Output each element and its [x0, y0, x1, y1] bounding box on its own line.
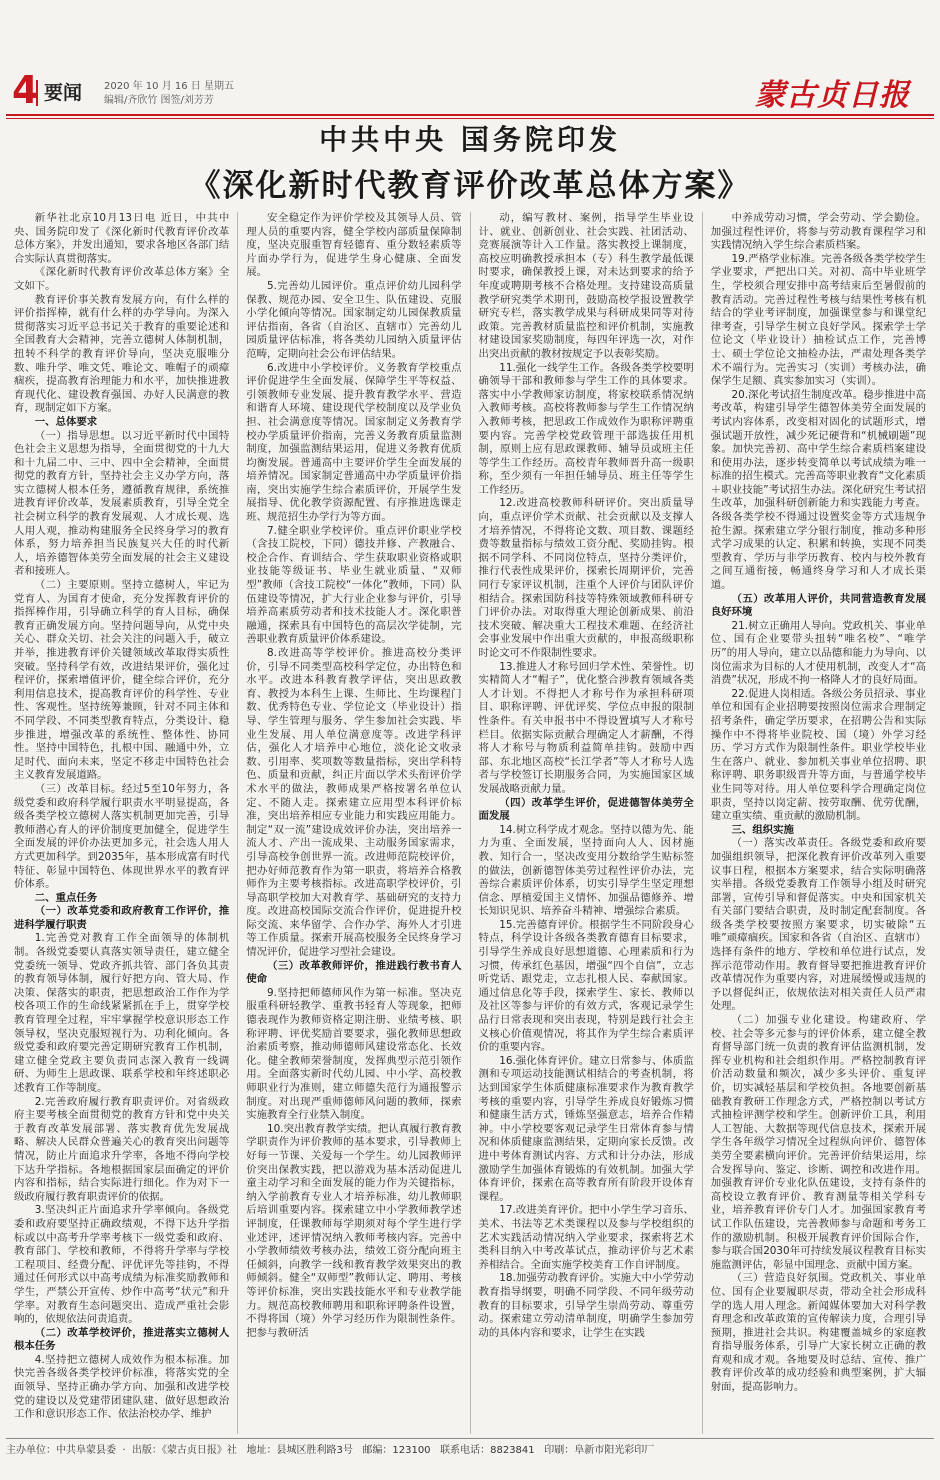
footer-printer: 印刷：阜新市阳光彩印厂	[544, 1445, 655, 1456]
section-heading: （二）改革学校评价，推进落实立德树人根本任务	[14, 1326, 230, 1353]
issue-date: 2020 年 10 月 16 日 星期五	[104, 81, 234, 92]
paragraph: 1.完善党对教育工作全面领导的体制机制。各级党委要认真落实领导责任，建立健全党委统一领导、党政齐抓共管、部门各负其责的教育领导体制，履行好把方向、管大局、作决策、保落实的职责，把思想政治工作作为学校各项工作的生命线紧紧抓在手上，贯穿学校教育管理全过程，牢牢掌握学校意识形态工作领导权，坚决克服短视行为、功利化倾向。各级党委和政府要完善定期研究教育工作机制，建立健全党政主要负责同志深入教育一线调研、为师生上思政课、联系学校和年终述职必述教育工作等制度。	[14, 932, 230, 1094]
paragraph: 12.改进高校教师科研评价。突出质量导向，重点评价学术贡献、社会贡献以及支撑人才培养情况，不得将论文数、项目数、课题经费等数量指标与绩效工资分配、奖励挂钩。根据不同学科、不同岗位特点，坚持分类评价，推行代表性成果评价，探索长周期评价，完善同行专家评议机制，注重个人评价与团队评价相结合。探索国防科技等特殊领域教师科研专门评价办法。对取得重大理论创新成果、前沿技术突破、解决重大工程技术难题、在经济社会事业发展中作出重大贡献的，申报高级职称时论文可不作限制性要求。	[478, 497, 694, 659]
paragraph: （三）改革目标。经过5至10年努力，各级党委和政府科学履行职责水平明显提高，各级各类学校立德树人落实机制更加完善，引导教师潜心育人的评价制度更加健全，促进学生全面发展的评价办法更加多元，社会选人用人方式更加科学。到2035年，基本形成富有时代特征、彰显中国特色、体现世界水平的教育评价体系。	[14, 782, 230, 891]
section-heading: （一）改革党委和政府教育工作评价，推进科学履行职责	[14, 905, 230, 931]
footer-rule	[6, 1438, 934, 1439]
section-heading: 三、组织实施	[731, 823, 794, 836]
section-heading: （五）改革用人评价，共同营造教育发展良好环境	[710, 592, 926, 619]
paragraph: 14.树立科学成才观念。坚持以德为先、能力为重、全面发展，坚持面向人人、因材施教、知行合一，坚决改变用分数给学生贴标签的做法，创新德智体美劳过程性评价办法，完善综合素质评价体系，切实引导学生坚定理想信念、厚植爱国主义情怀、加强品德修养、增长知识见识、培养奋斗精神、增强综合素质。	[478, 823, 694, 918]
section-heading: 一、总体要求	[34, 415, 98, 428]
paragraph: 10.突出教育教学实绩。把认真履行教育教学职责作为评价教师的基本要求，引导教师上好每一节课、关爱每一个学生。幼儿园教师评价突出保教实践，把以游戏为基本活动促进儿童主动学习和全面发展的能力作为关键指标，纳入学前教育专业人才培养标准，幼儿教师职后培训重要内容。探索建立中小学教师教学述评制度，任课教师每学期须对每个学生进行学业述评，述评情况纳入教师考核内容。完善中小学教师绩效考核办法，绩效工资分配向班主任倾斜，向教学一线和教育教学效果突出的教师倾斜。健全“双师型”教师认定、聘用、考核等评价标准，突出实践技能水平和专业教学能力。规范高校教师聘用和职称评聘条件设置，不得将国（境）外学习经历作为限制性条件。把参与教研活	[246, 1122, 462, 1339]
paragraph: 7.健全职业学校评价。重点评价职业学校（含技工院校，下同）德技并修、产教融合、校企合作、育训结合、学生获取职业资格或职业技能等级证书、毕业生就业质量、“双师型”教师（含技工院校“一体化”教师，下同）队伍建设等情况，扩大行业企业参与评价，引导培养高素质劳动者和技术技能人才。深化职普融通，探索具有中国特色的高层次学徒制，完善职业教育质量评价体系建设。	[246, 524, 462, 646]
paragraph: 18.加强劳动教育评价。实施大中小学劳动教育指导纲要，明确不同学段、不同年级劳动教育的目标要求，引导学生崇尚劳动、尊重劳动。探索建立劳动清单制度，明确学生参加劳动的具体内容和要求，让学生在实践	[478, 1272, 694, 1339]
paragraph: 8.改进高等学校评价。推进高校分类评价，引导不同类型高校科学定位，办出特色和水平。改进本科教育教学评估，突出思政教育、教授为本科生上课、生师比、生均课程门数、优秀特色专业、学位论文（毕业设计）指导、学生管理与服务、学生参加社会实践、毕业生发展、用人单位满意度等。改进学科评估，强化人才培养中心地位，淡化论文收录数、引用率、奖项数等数量指标，突出学科特色、质量和贡献，纠正片面以学术头衔评价学术水平的做法，教师成果严格按署名单位认定、不随人走。探索建立应用型本科评价标准，突出培养相应专业能力和实践应用能力。制定“双一流”建设成效评价办法，突出培养一流人才、产出一流成果、主动服务国家需求，引导高校争创世界一流。改进师范院校评价，把办好师范教育作为第一职责，将培养合格教师作为主要考核指标。改进高职学校评价，引导高职学校加大对教育学、基础研究的支持力度。改进高校国际交流合作评价，促进提升校际交流、来华留学、合作办学、海外人才引进等工作质量。探索开展高校服务全民终身学习情况评价，促进学习型社会建设。	[246, 647, 462, 959]
paragraph: 21.树立正确用人导向。党政机关、事业单位、国有企业要带头扭转“唯名校”、“唯学历”的用人导向，建立以品德和能力为导向、以岗位需求为目标的人才使用机制，改变人才“高消费”状况，形成不拘一格降人才的良好局面。	[710, 619, 926, 687]
paragraph: （二）主要原则。坚持立德树人，牢记为党育人、为国育才使命，充分发挥教育评价的指挥棒作用，引导确立科学的育人目标，确保教育正确发展方向。坚持问题导向，从党中央关心、群众关切、社会关注的问题入手，破立并举，推进教育评价关键领域改革取得实质性突破。坚持科学有效，改进结果评价，强化过程评价，探索增值评价，健全综合评价，充分利用信息技术，提高教育评价的科学性、专业性、客观性。坚持统筹兼顾，针对不同主体和不同学段、不同类型教育特点，分类设计、稳步推进，增强改革的系统性、整体性、协同性。坚持中国特色，扎根中国、融通中外，立足时代、面向未来，坚定不移走中国特色社会主义教育发展道路。	[14, 579, 230, 782]
masthead	[0, 0, 940, 113]
paragraph: 22.促进人岗相适。各级公务员招录、事业单位和国有企业招聘要按照岗位需求合理制定招考条件，确定学历要求，在招聘公告和实际操作中不得将毕业院校、国（境）外学习经历、学习方式作为限制性条件。职业学校毕业生在落户、就业、参加机关事业单位招聘、职称评聘、职务职级晋升等方面，与普通学校毕业生同等对待。用人单位要科学合理确定岗位职责，坚持以岗定薪、按劳取酬、优劳优酬，建立重实绩、重贡献的激励机制。	[710, 687, 926, 823]
paragraph: 安全稳定作为评价学校及其领导人员、管理人员的重要内容，健全学校内部质量保障制度，坚决克服重智育轻德育、重分数轻素质等片面办学行为，促进学生身心健康、全面发展。	[246, 212, 462, 279]
footer-publisher: 出版：《蒙古贞日报》社	[131, 1445, 237, 1456]
footer-phone: 联系电话：8823841	[440, 1445, 535, 1456]
paragraph: 13.推进人才称号回归学术性、荣誉性。切实精简人才“帽子”，优化整合涉教育领域各类人才计划。不得把人才称号作为承担科研项目、职称评聘、评优评奖、学位点申报的限制性条件。有关申报书中不得设置填写人才称号栏目。依据实际贡献合理确定人才薪酬，不得将人才称号与物质利益简单挂钩。鼓励中西部、东北地区高校“长江学者”等人才称号人选者与学校签订长期服务合同，为实施国家区域发展战略贡献力量。	[478, 660, 694, 795]
paragraph: 4.坚持把立德树人成效作为根本标准。加快完善各级各类学校评价标准，将落实党的全面领导、坚持正确办学方向、加强和改进学校党的建设以及党建带团建队建、做好思想政治工作和意识形态工作、依法治校办学、维护	[14, 1353, 230, 1421]
paragraph: 中养成劳动习惯，学会劳动、学会勤俭。加强过程性评价，将参与劳动教育课程学习和实践情况纳入学生综合素质档案。	[710, 212, 926, 252]
article-body	[6, 212, 934, 1434]
paragraph: 16.强化体育评价。建立日常参与、体质监测和专项运动技能测试相结合的考查机制，将达到国家学生体质健康标准要求作为教育教学考核的重要内容，引导学生养成良好锻炼习惯和健康生活方式，锤炼坚强意志，培养合作精神。中小学校要客观记录学生日常体育参与情况和体质健康监测结果，定期向家长反馈。改进中考体育测试内容、方式和计分办法，形成激励学生加强体育锻炼的有效机制。加强大学体育评价，探索在高等教育所有阶段开设体育课程。	[478, 1054, 694, 1203]
footer-address: 地址：县城区胜利路3号	[246, 1445, 353, 1456]
article-column	[238, 212, 470, 1434]
paragraph: （一）指导思想。以习近平新时代中国特色社会主义思想为指导，全面贯彻党的十九大和十九届二中、三中、四中全会精神，全面贯彻党的教育方针，坚持社会主义办学方向，落实立德树人根本任务，遵循教育规律，系统推进教育评价改革，发展素质教育，引导全党全社会树立科学的教育发展观、人才成长观、选人用人观，推动构建服务全民终身学习的教育体系，努力培养担当民族复兴大任的时代新人，培养德智体美劳全面发展的社会主义建设者和接班人。	[14, 429, 230, 578]
article-column	[703, 212, 934, 1434]
paragraph: （三）营造良好氛围。党政机关、事业单位、国有企业要履职尽责，带动全社会形成科学的选人用人理念。新闻媒体要加大对科学教育理念和改革政策的宣传解读力度，合理引导预期，推进社会共识。构建覆盖城乡的家庭教育指导服务体系，引导广大家长树立正确的教育观和成才观。各地要及时总结、宣传、推广教育评价改革的成功经验和典型案例，扩大辐射面，提高影响力。	[710, 1272, 926, 1394]
article-column	[471, 212, 703, 1434]
header-rule-thin	[6, 118, 934, 119]
paragraph: 2.完善政府履行教育职责评价。对省级政府主要考核全面贯彻党的教育方针和党中央关于教育改革发展部署、落实教育优先发展战略、解决人民群众普遍关心的教育突出问题等情况，防止片面追求升学率，各地不得向学校下达升学指标。各地根据国家层面确定的评价内容和指标，结合实际进行细化。作为对下一级政府履行教育职责评价的依据。	[14, 1095, 230, 1203]
paragraph: 19.严格学业标准。完善各级各类学校学生学业要求，严把出口关。对初、高中毕业班学生，学校须合理安排中高考结束后至暑假前的教育活动。完善过程性考核与结果性考核有机结合的学业考评制度，加强课堂参与和课堂纪律考查，引导学生树立良好学风。探索学士学位论文（毕业设计）抽检试点工作，完善博士、硕士学位论文抽检办法，严肃处理各类学术不端行为。完善实习（实训）考核办法，确保学生足额、真实参加实习（实训）。	[710, 252, 926, 388]
paragraph: （一）落实改革责任。各级党委和政府要加强组织领导，把深化教育评价改革列入重要议事日程，根据本方案要求，结合实际明确落实举措。各级党委教育工作领导小组及时研究部署，宣传引导和督促落实。中央和国家机关有关部门要结合职责，及时制定配套制度。各级各类学校要按照方案要求，切实破除“五唯”顽瘴痼疾。国家和各省（自治区、直辖市）选择有条件的地方、学校和单位进行试点，发挥示范带动作用。教育督导要把推进教育评价改革情况作为重要内容，对进展缓慢或违规的予以督促纠正，依规依法对相关责任人员严肃处理。	[710, 837, 926, 1013]
footer-sponsor: 主办单位：中共阜蒙县委	[6, 1445, 116, 1456]
paragraph: 动，编写教材、案例，指导学生毕业设计、就业、创新创业、社会实践、社团活动、竞赛展演等计入工作量。落实教授上课制度，高校应明确教授承担本（专）科生教学最低课时要求，确保教授上课，对未达到要求的给予年度或聘期考核不合格处理。支持建设高质量教学研究类学术期刊，鼓励高校学报设置教学研究专栏，落实教学成果与科研成果同等对待政策。完善教材质量监控和评价机制，实施教材建设国家奖励制度，每四年评选一次，对作出突出贡献的教材按规定予以表彰奖励。	[478, 212, 694, 360]
article-column	[6, 212, 238, 1434]
paragraph: 15.完善德育评价。根据学生不同阶段身心特点，科学设计各级各类教育德育目标要求，引导学生养成良好思想道德、心理素质和行为习惯，传承红色基因，增强“四个自信”，立志听党话、跟党走，立志扎根人民、奉献国家。通过信息化等手段，探索学生、家长、教师以及社区等参与评价的有效方式，客观记录学生品行日常表现和突出表现，特别是践行社会主义核心价值观情况，将其作为学生综合素质评价的重要内容。	[478, 918, 694, 1054]
newspaper-logo: 蒙古贞日报	[755, 78, 910, 113]
paragraph: 20.深化考试招生制度改革。稳步推进中高考改革，构建引导学生德智体美劳全面发展的考试内容体系，改变相对固化的试题形式，增强试题开放性，减少死记硬背和“机械刷题”现象。加快完善初、高中学生综合素质档案建设和使用办法，逐步转变简单以考试成绩为唯一标准的招生模式。完善高等职业教育“文化素质＋职业技能”考试招生办法。深化研究生考试招生改革，加强科研创新能力和实践能力考查。各级各类学校不得通过设置奖金等方式违规争抢生源。探索建立学分银行制度，推动多种形式学习成果的认定、积累和转换，实现不同类型教育、学历与非学历教育、校内与校外教育之间互通衔接，畅通终身学习和人才成长渠道。	[710, 388, 926, 592]
paragraph: 新华社北京10月13日电 近日，中共中央、国务院印发了《深化新时代教育评价改革总体方案》，并发出通知，要求各地区各部门结合实际认真贯彻落实。	[14, 212, 230, 265]
footer: 主办单位：中共阜蒙县委 · 出版：《蒙古贞日报》社 地址：县城区胜利路3号 邮编：123100 联系电话：8823841 印刷：阜新市阳光彩印厂	[6, 1445, 655, 1456]
section-heading: （四）改革学生评价，促进德智体美劳全面发展	[478, 796, 694, 823]
section-label: 要闻	[36, 80, 94, 106]
paragraph: 17.改进美育评价。把中小学生学习音乐、美术、书法等艺术类课程以及参与学校组织的艺术实践活动情况纳入学业要求，探索将艺术类科目纳入中考改革试点，推动评价与艺术素养相结合。全面实施学校美育工作自评制度。	[478, 1204, 694, 1271]
section-heading: （三）改革教师评价，推进践行教书育人使命	[246, 959, 462, 986]
footer-postcode: 邮编：123100	[362, 1445, 431, 1456]
paragraph: 6.改进中小学校评价。义务教育学校重点评价促进学生全面发展、保障学生平等权益、引领教师专业发展、提升教育教学水平、营造和谐育人环境、建设现代学校制度以及学业负担、社会满意度等情况。国家制定义务教育学校办学质量评价指南，完善义务教育质量监测制度，加强监测结果运用，促进义务教育优质均衡发展。普通高中主要评价学生全面发展的培养情况。国家制定普通高中办学质量评价指南，突出实施学生综合素质评价，开展学生发展指导、优化教学资源配置、有序推进选课走班、规范招生办学行为等方面。	[246, 361, 462, 524]
headline: 中共中央 国务院印发	[319, 123, 621, 156]
paragraph: （二）加强专业化建设。构建政府、学校、社会等多元参与的评价体系，建立健全教育督导部门统一负责的教育评估监测机制，发挥专业机构和社会组织作用。严格控制教育评价活动数量和频次，减少多头评价、重复评价，切实减轻基层和学校负担。各地要创新基础教育教研工作理念方式，严格控制以考试方式抽检评测学校和学生。创新评价工具，利用人工智能、大数据等现代信息技术，探索开展学生各年级学习情况全过程纵向评价、德智体美劳全要素横向评价。完善评价结果运用，综合发挥导向、鉴定、诊断、调控和改进作用。加强教育评价专业化队伍建设，支持有条件的高校设立教育评价、教育测量等相关学科专业，培养教育评价专门人才。加强国家教育考试工作队伍建设，完善教师参与命题和考务工作的激励机制。积极开展教育评价国际合作，参与联合国2030年可持续发展议程教育目标实施监测评估，彰显中国理念、贡献中国方案。	[710, 1014, 926, 1271]
paragraph: 11.强化一线学生工作。各级各类学校要明确领导干部和教师参与学生工作的具体要求。落实中小学教师家访制度，将家校联系情况纳入教师考核。高校将教师参与学生工作情况纳入教师考核，把思政工作成效作为职称评聘重要内容。完善学校党政管理干部选拔任用机制，原则上应有思政课教师、辅导员或班主任等学生工作经历。高校青年教师晋升高一级职称，至少须有一年担任辅导员、班主任等学生工作经历。	[478, 361, 694, 496]
page-number: 4	[12, 68, 39, 112]
header-rule	[6, 114, 934, 116]
paragraph: 教育评价事关教育发展方向，有什么样的评价指挥棒，就有什么样的办学导向。为深入贯彻落实习近平总书记关于教育的重要论述和全国教育大会精神，完善立德树人体制机制，扭转不科学的教育评价导向，坚决克服唯分数、唯升学、唯文凭、唯论文、唯帽子的顽瘴痼疾，提高教育治理能力和水平，加快推进教育现代化、建设教育强国、办好人民满意的教育，现制定如下方案。	[14, 293, 230, 415]
subheadline: 《深化新时代教育评价改革总体方案》	[189, 168, 751, 204]
paragraph: 9.坚持把师德师风作为第一标准。坚决克服重科研轻教学、重教书轻育人等现象，把师德表现作为教师资格定期注册、业绩考核、职称评聘、评优奖励首要要求，强化教师思想政治素质考察，推动师德师风建设常态化、长效化。健全教师荣誉制度，发挥典型示范引领作用。全面落实新时代幼儿园、中小学、高校教师职业行为准则，建立师德失范行为通报警示制度。对出现严重师德师风问题的教师，探索实施教育全行业禁入制度。	[246, 986, 462, 1122]
paragraph: 《深化新时代教育评价改革总体方案》全文如下。	[14, 266, 230, 292]
section-heading: 二、重点任务	[34, 891, 98, 904]
paragraph: 3.坚决纠正片面追求升学率倾向。各级党委和政府要坚持正确政绩观，不得下达升学指标或以中高考升学率考核下一级党委和政府、教育部门、学校和教师，不得将升学率与学校工程项目、经费分配、评优评先等挂钩，不得通过任何形式以中高考成绩为标准奖励教师和学生，严禁公开宣传、炒作中高考“状元”和升学率。对教育生态问题突出、造成严重社会影响的，依规依法问责追责。	[14, 1204, 230, 1326]
editor-credits: 编辑/齐欣竹 图签/刘芳芳	[104, 95, 214, 106]
paragraph: 5.完善幼儿园评价。重点评价幼儿园科学保教、规范办园、安全卫生、队伍建设、克服小学化倾向等情况。国家制定幼儿园保教质量评估指南，各省（自治区、直辖市）完善幼儿园质量评估标准，将各类幼儿园纳入质量评估范畴，定期向社会公布评估结果。	[246, 279, 462, 360]
